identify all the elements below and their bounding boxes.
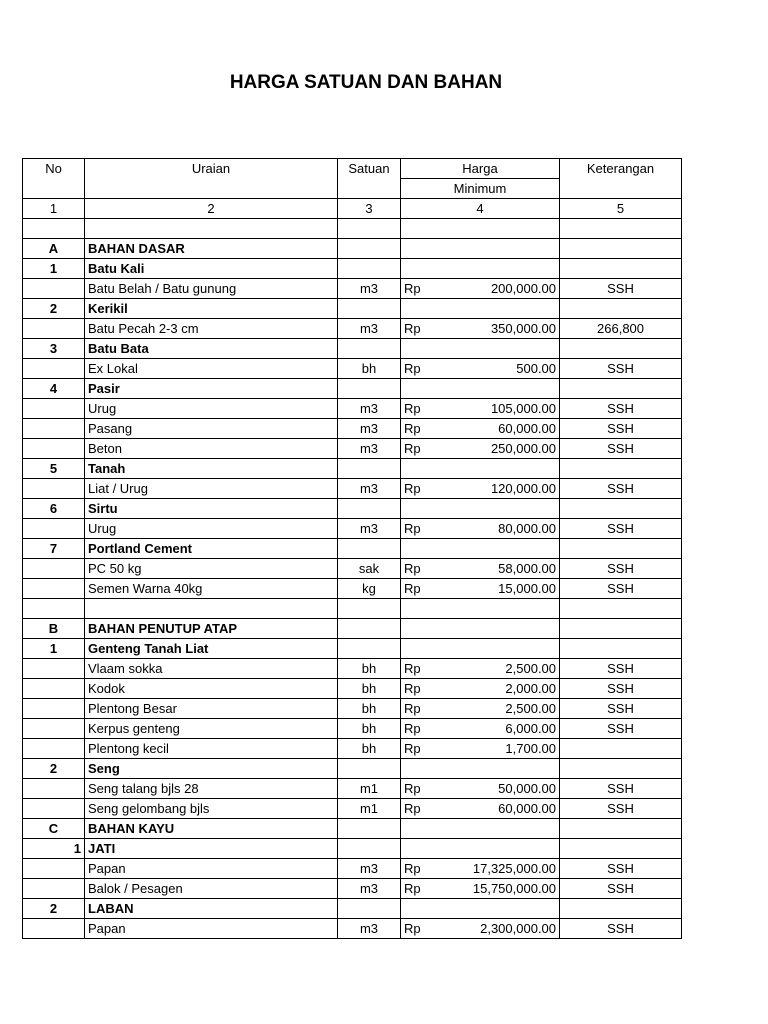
cell-no: 2 (23, 299, 85, 319)
cell-uraian: Semen Warna 40kg (85, 579, 338, 599)
cell-no (23, 699, 85, 719)
cell-harga (441, 499, 560, 519)
cell-keterangan (560, 759, 682, 779)
cell-satuan: m1 (338, 799, 401, 819)
cell-no: 1 (23, 639, 85, 659)
header-satuan: Satuan (338, 159, 401, 199)
cell-satuan: m3 (338, 479, 401, 499)
cell-uraian: Batu Belah / Batu gunung (85, 279, 338, 299)
cell-keterangan (560, 459, 682, 479)
cell-satuan: m1 (338, 779, 401, 799)
cell-keterangan (560, 239, 682, 259)
cell-currency (401, 459, 441, 479)
cell-keterangan (560, 339, 682, 359)
price-table (22, 158, 682, 939)
cell-harga (441, 379, 560, 399)
cell-currency (401, 639, 441, 659)
cell-no: 2 (23, 899, 85, 919)
cell-uraian: Balok / Pesagen (85, 879, 338, 899)
cell-satuan: bh (338, 359, 401, 379)
table-row (23, 679, 682, 699)
cell-harga: 105,000.00 (441, 399, 560, 419)
cell-keterangan: SSH (560, 719, 682, 739)
table-row (23, 719, 682, 739)
cell-keterangan: SSH (560, 659, 682, 679)
cell-uraian: Portland Cement (85, 539, 338, 559)
cell-uraian: Tanah (85, 459, 338, 479)
cell-harga (441, 219, 560, 239)
cell-harga: 80,000.00 (441, 519, 560, 539)
cell-satuan: bh (338, 699, 401, 719)
cell-satuan (338, 539, 401, 559)
cell-no (23, 419, 85, 439)
cell-satuan: m3 (338, 439, 401, 459)
cell-currency (401, 539, 441, 559)
cell-satuan: bh (338, 679, 401, 699)
table-row (23, 299, 682, 319)
cell-harga: 120,000.00 (441, 479, 560, 499)
cell-satuan: m3 (338, 279, 401, 299)
cell-currency (401, 819, 441, 839)
cell-harga (441, 239, 560, 259)
table-row (23, 499, 682, 519)
cell-no (23, 319, 85, 339)
cell-uraian: Kerikil (85, 299, 338, 319)
table-row (23, 419, 682, 439)
cell-satuan (338, 239, 401, 259)
cell-satuan (338, 299, 401, 319)
cell-keterangan: SSH (560, 779, 682, 799)
cell-harga (441, 899, 560, 919)
cell-keterangan (560, 219, 682, 239)
cell-keterangan (560, 379, 682, 399)
header-keterangan: Keterangan (560, 159, 682, 199)
cell-satuan (338, 839, 401, 859)
cell-keterangan (560, 259, 682, 279)
cell-keterangan: SSH (560, 479, 682, 499)
table-row (23, 819, 682, 839)
cell-no (23, 399, 85, 419)
table-row (23, 219, 682, 239)
cell-satuan: m3 (338, 399, 401, 419)
cell-currency: Rp (401, 559, 441, 579)
cell-harga: 15,000.00 (441, 579, 560, 599)
cell-no: 3 (23, 339, 85, 359)
cell-harga: 2,500.00 (441, 659, 560, 679)
cell-keterangan (560, 739, 682, 759)
table-row (23, 359, 682, 379)
table-row (23, 799, 682, 819)
cell-keterangan: 266,800 (560, 319, 682, 339)
cell-no (23, 919, 85, 939)
cell-no: 2 (23, 759, 85, 779)
cell-satuan: bh (338, 739, 401, 759)
table-row (23, 239, 682, 259)
cell-harga (441, 619, 560, 639)
cell-currency (401, 619, 441, 639)
cell-satuan: bh (338, 659, 401, 679)
table-row (23, 559, 682, 579)
table-row (23, 619, 682, 639)
cell-uraian: Beton (85, 439, 338, 459)
table-row (23, 699, 682, 719)
cell-currency (401, 299, 441, 319)
cell-uraian: Batu Bata (85, 339, 338, 359)
cell-no: 4 (23, 379, 85, 399)
cell-keterangan (560, 499, 682, 519)
cell-keterangan (560, 539, 682, 559)
cell-uraian: Pasir (85, 379, 338, 399)
cell-uraian: Vlaam sokka (85, 659, 338, 679)
cell-uraian: Urug (85, 519, 338, 539)
cell-uraian: Seng talang bjls 28 (85, 779, 338, 799)
cell-keterangan: SSH (560, 919, 682, 939)
header-uraian: Uraian (85, 159, 338, 199)
cell-satuan: m3 (338, 519, 401, 539)
cell-no (23, 739, 85, 759)
cell-no (23, 879, 85, 899)
cell-keterangan (560, 299, 682, 319)
cell-harga: 2,000.00 (441, 679, 560, 699)
table-row (23, 739, 682, 759)
cell-keterangan: SSH (560, 519, 682, 539)
cell-currency (401, 239, 441, 259)
page-title: HARGA SATUAN DAN BAHAN (229, 72, 503, 93)
cell-currency: Rp (401, 439, 441, 459)
cell-currency: Rp (401, 699, 441, 719)
cell-harga (441, 459, 560, 479)
colnum-5: 5 (560, 199, 682, 219)
column-number-row (23, 199, 682, 219)
cell-uraian: Urug (85, 399, 338, 419)
cell-harga: 15,750,000.00 (441, 879, 560, 899)
cell-currency: Rp (401, 799, 441, 819)
cell-currency: Rp (401, 579, 441, 599)
cell-uraian: Sirtu (85, 499, 338, 519)
cell-harga: 2,300,000.00 (441, 919, 560, 939)
cell-no (23, 559, 85, 579)
cell-harga (441, 599, 560, 619)
table-row (23, 919, 682, 939)
cell-no (23, 779, 85, 799)
cell-satuan: m3 (338, 419, 401, 439)
cell-uraian: Genteng Tanah Liat (85, 639, 338, 659)
cell-no (23, 679, 85, 699)
table-row (23, 459, 682, 479)
table-row (23, 539, 682, 559)
cell-currency: Rp (401, 859, 441, 879)
cell-harga: 250,000.00 (441, 439, 560, 459)
cell-harga: 17,325,000.00 (441, 859, 560, 879)
cell-uraian: PC 50 kg (85, 559, 338, 579)
table-row (23, 519, 682, 539)
cell-satuan (338, 499, 401, 519)
cell-satuan: m3 (338, 879, 401, 899)
cell-uraian: Kerpus genteng (85, 719, 338, 739)
table-row (23, 899, 682, 919)
cell-keterangan (560, 819, 682, 839)
cell-uraian: LABAN (85, 899, 338, 919)
cell-no (23, 479, 85, 499)
cell-satuan: m3 (338, 919, 401, 939)
cell-currency: Rp (401, 319, 441, 339)
price-table-body (23, 159, 682, 939)
cell-satuan: bh (338, 719, 401, 739)
cell-satuan (338, 819, 401, 839)
table-row (23, 879, 682, 899)
cell-keterangan: SSH (560, 399, 682, 419)
table-row (23, 379, 682, 399)
table-row (23, 779, 682, 799)
table-row (23, 599, 682, 619)
table-row (23, 639, 682, 659)
cell-currency: Rp (401, 279, 441, 299)
table-row (23, 339, 682, 359)
cell-uraian: Pasang (85, 419, 338, 439)
table-row (23, 579, 682, 599)
cell-satuan (338, 599, 401, 619)
cell-uraian: BAHAN DASAR (85, 239, 338, 259)
cell-satuan (338, 339, 401, 359)
cell-uraian: Papan (85, 859, 338, 879)
cell-satuan (338, 619, 401, 639)
cell-keterangan (560, 599, 682, 619)
cell-keterangan: SSH (560, 419, 682, 439)
cell-uraian: Kodok (85, 679, 338, 699)
table-row (23, 759, 682, 779)
cell-currency: Rp (401, 419, 441, 439)
table-row (23, 399, 682, 419)
cell-no (23, 519, 85, 539)
cell-harga (441, 639, 560, 659)
cell-currency: Rp (401, 879, 441, 899)
cell-satuan: m3 (338, 319, 401, 339)
colnum-2: 2 (85, 199, 338, 219)
cell-keterangan: SSH (560, 359, 682, 379)
table-row (23, 259, 682, 279)
cell-currency (401, 599, 441, 619)
cell-no: 1 (23, 259, 85, 279)
cell-currency: Rp (401, 399, 441, 419)
cell-harga: 50,000.00 (441, 779, 560, 799)
cell-uraian: Batu Pecah 2-3 cm (85, 319, 338, 339)
table-row (23, 479, 682, 499)
cell-no: 5 (23, 459, 85, 479)
cell-no (23, 579, 85, 599)
header-minimum: Minimum (401, 179, 560, 199)
cell-harga: 2,500.00 (441, 699, 560, 719)
cell-satuan (338, 639, 401, 659)
cell-no (23, 219, 85, 239)
cell-keterangan: SSH (560, 879, 682, 899)
cell-uraian: Plentong kecil (85, 739, 338, 759)
cell-harga: 1,700.00 (441, 739, 560, 759)
colnum-3: 3 (338, 199, 401, 219)
cell-uraian: Seng (85, 759, 338, 779)
table-row (23, 439, 682, 459)
cell-uraian: Seng gelombang bjls (85, 799, 338, 819)
cell-currency (401, 219, 441, 239)
cell-no (23, 359, 85, 379)
header-no: No (23, 159, 85, 199)
cell-currency (401, 899, 441, 919)
cell-uraian: Batu Kali (85, 259, 338, 279)
cell-uraian: Liat / Urug (85, 479, 338, 499)
cell-keterangan (560, 619, 682, 639)
cell-no (23, 279, 85, 299)
cell-keterangan: SSH (560, 279, 682, 299)
cell-no: 1 (23, 839, 85, 859)
cell-satuan (338, 459, 401, 479)
colnum-4: 4 (401, 199, 560, 219)
cell-keterangan (560, 639, 682, 659)
cell-uraian: BAHAN PENUTUP ATAP (85, 619, 338, 639)
header-harga: Harga (401, 159, 560, 179)
cell-no: 7 (23, 539, 85, 559)
cell-harga (441, 339, 560, 359)
cell-currency: Rp (401, 919, 441, 939)
cell-harga: 6,000.00 (441, 719, 560, 739)
cell-no (23, 439, 85, 459)
cell-satuan (338, 759, 401, 779)
cell-currency: Rp (401, 659, 441, 679)
cell-harga (441, 259, 560, 279)
table-row (23, 319, 682, 339)
cell-keterangan: SSH (560, 699, 682, 719)
cell-currency: Rp (401, 519, 441, 539)
cell-satuan (338, 379, 401, 399)
cell-currency (401, 839, 441, 859)
cell-currency (401, 379, 441, 399)
cell-uraian: Papan (85, 919, 338, 939)
cell-harga (441, 299, 560, 319)
cell-satuan: sak (338, 559, 401, 579)
cell-harga (441, 839, 560, 859)
cell-currency: Rp (401, 739, 441, 759)
cell-satuan (338, 259, 401, 279)
cell-uraian: Ex Lokal (85, 359, 338, 379)
cell-keterangan: SSH (560, 579, 682, 599)
cell-currency: Rp (401, 779, 441, 799)
colnum-1: 1 (23, 199, 85, 219)
cell-harga: 350,000.00 (441, 319, 560, 339)
cell-currency (401, 499, 441, 519)
cell-harga: 60,000.00 (441, 419, 560, 439)
cell-keterangan (560, 899, 682, 919)
table-row (23, 839, 682, 859)
cell-currency: Rp (401, 479, 441, 499)
table-row (23, 279, 682, 299)
cell-keterangan: SSH (560, 679, 682, 699)
cell-currency: Rp (401, 679, 441, 699)
cell-no (23, 799, 85, 819)
cell-currency: Rp (401, 719, 441, 739)
cell-harga: 60,000.00 (441, 799, 560, 819)
cell-no: C (23, 819, 85, 839)
cell-satuan (338, 219, 401, 239)
cell-keterangan (560, 839, 682, 859)
cell-currency: Rp (401, 359, 441, 379)
cell-no (23, 719, 85, 739)
cell-harga (441, 819, 560, 839)
cell-uraian: JATI (85, 839, 338, 859)
cell-currency (401, 759, 441, 779)
cell-uraian (85, 219, 338, 239)
cell-keterangan: SSH (560, 859, 682, 879)
cell-harga: 200,000.00 (441, 279, 560, 299)
cell-harga (441, 759, 560, 779)
cell-no (23, 859, 85, 879)
cell-harga (441, 539, 560, 559)
cell-uraian: BAHAN KAYU (85, 819, 338, 839)
cell-harga: 58,000.00 (441, 559, 560, 579)
cell-no (23, 659, 85, 679)
table-row (23, 659, 682, 679)
cell-keterangan: SSH (560, 799, 682, 819)
cell-harga: 500.00 (441, 359, 560, 379)
cell-no: 6 (23, 499, 85, 519)
cell-satuan: m3 (338, 859, 401, 879)
cell-no: A (23, 239, 85, 259)
header-row (23, 159, 682, 179)
cell-no: B (23, 619, 85, 639)
cell-uraian (85, 599, 338, 619)
cell-currency (401, 339, 441, 359)
cell-satuan (338, 899, 401, 919)
table-row (23, 859, 682, 879)
cell-no (23, 599, 85, 619)
cell-keterangan: SSH (560, 439, 682, 459)
cell-uraian: Plentong Besar (85, 699, 338, 719)
cell-currency (401, 259, 441, 279)
cell-satuan: kg (338, 579, 401, 599)
cell-keterangan: SSH (560, 559, 682, 579)
